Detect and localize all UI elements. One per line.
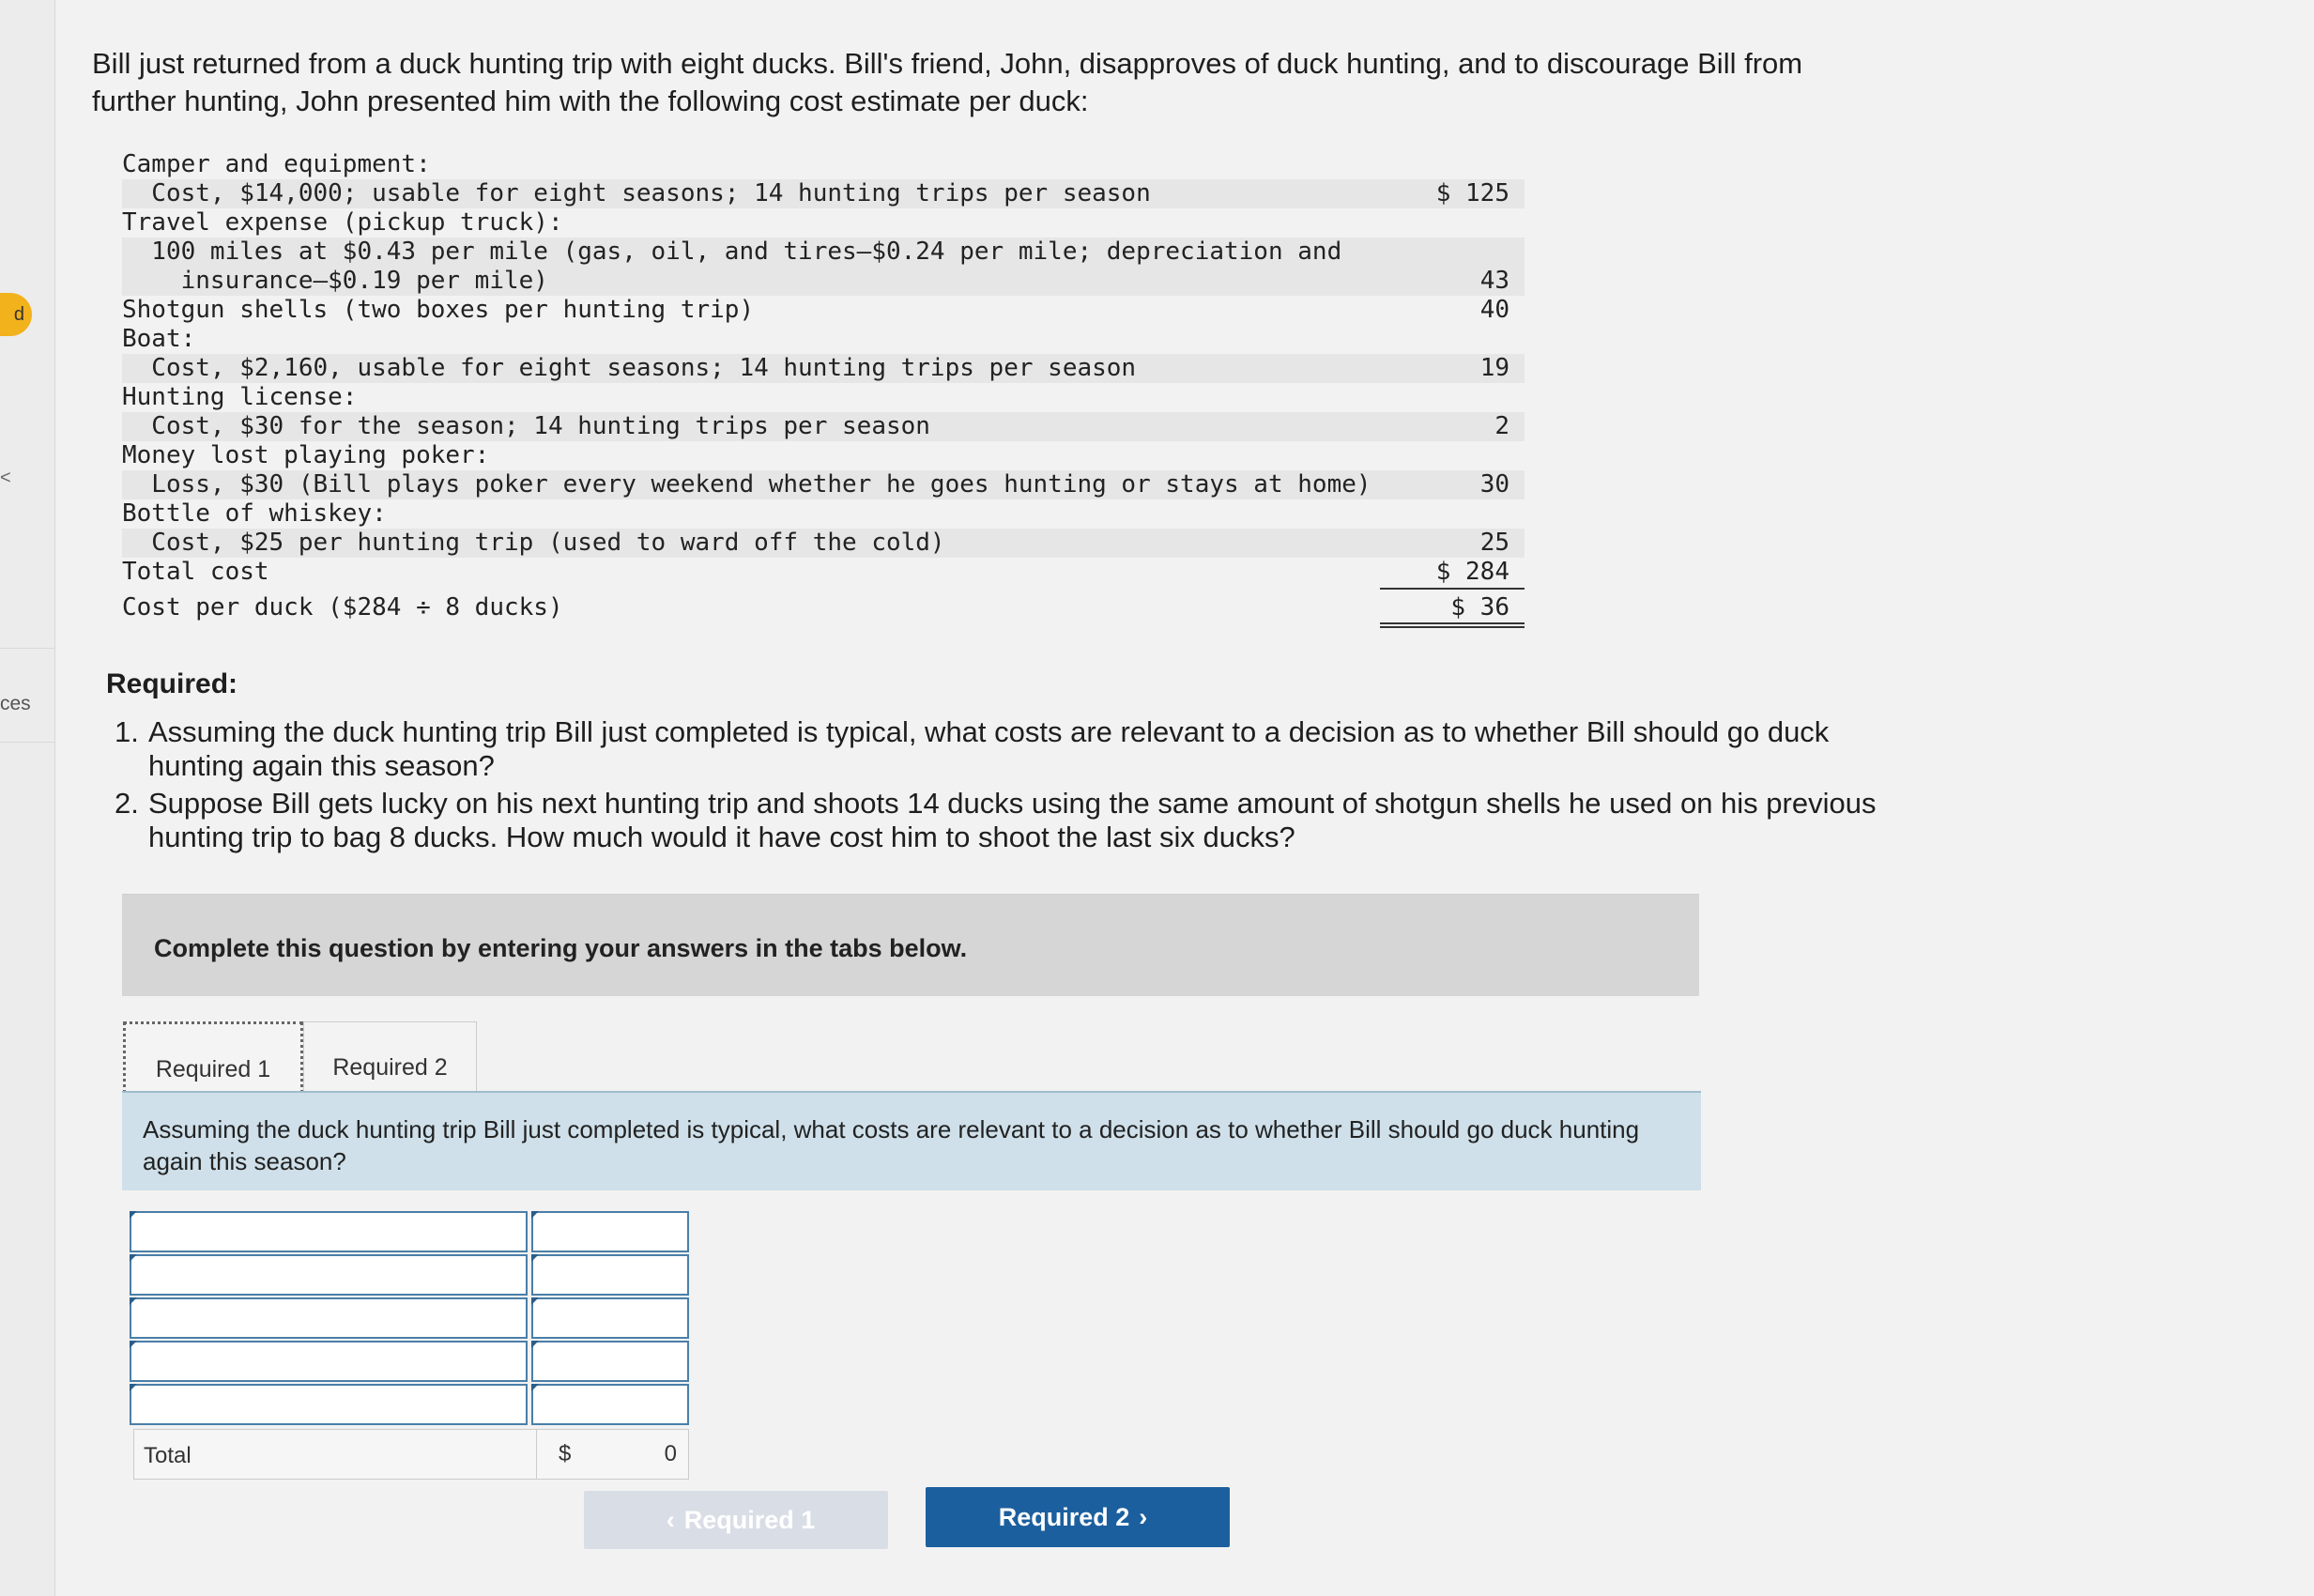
cost-row-label: Hunting license:: [122, 383, 358, 411]
cost-row-amount: $ 284: [1435, 558, 1509, 586]
cost-row-amount: 19: [1479, 354, 1509, 382]
cost-row: [122, 558, 1525, 587]
sidebar-references-label[interactable]: ces: [0, 693, 31, 714]
instructions-banner: [122, 894, 1699, 996]
required-item: [115, 787, 1879, 854]
previous-button[interactable]: [584, 1491, 888, 1549]
amount-input[interactable]: [531, 1341, 689, 1382]
cost-row-label: Cost, $2,160, usable for eight seasons; 14 hunting trips per season: [122, 354, 1137, 382]
cost-row: [122, 150, 1525, 179]
cost-item-dropdown[interactable]: [130, 1211, 528, 1252]
required-item: [115, 715, 1879, 783]
required-item-text: Suppose Bill gets lucky on his next hunting trip and shoots 14 ducks using the same amount of shotgun shells he used on his previous hunting trip to bag 8 ducks. How much would it have cost him to shoot the last six ducks?: [148, 787, 1877, 853]
required-item-number: 2.: [115, 787, 139, 820]
cost-row-label: Boat:: [122, 325, 196, 353]
chevron-right-icon: ›: [1139, 1503, 1148, 1531]
cost-row: [122, 267, 1525, 296]
cost-row-amount: $ 36: [1450, 593, 1509, 622]
cost-row-amount: 2: [1494, 412, 1509, 440]
cost-row-label: Cost, $30 for the season; 14 hunting trips per season: [122, 412, 930, 440]
cost-row-label: Bottle of whiskey:: [122, 499, 387, 528]
cost-row-label: Camper and equipment:: [122, 150, 431, 178]
cost-row: [122, 593, 1525, 622]
next-button-label: Required 2: [998, 1503, 1130, 1531]
cost-row-label: Cost, $14,000; usable for eight seasons; 14 hunting trips per season: [122, 179, 1151, 207]
answer-row: [130, 1341, 689, 1384]
previous-button-label: Required 1: [683, 1506, 816, 1534]
cost-row: [122, 354, 1525, 383]
cost-row-amount: 40: [1479, 296, 1509, 324]
total-divider: [536, 1430, 537, 1479]
cost-row-label: Total cost: [122, 558, 269, 586]
rule-above-total: [1380, 588, 1525, 590]
sidebar-badge[interactable]: d: [0, 293, 32, 336]
cost-row-amount: 30: [1479, 470, 1509, 499]
answer-row: [130, 1211, 689, 1254]
cost-row-amount: 43: [1479, 267, 1509, 295]
cost-row-label: 100 miles at $0.43 per mile (gas, oil, and tires–$0.24 per mile; depreciation and: [122, 238, 1342, 266]
cost-row: [122, 296, 1525, 325]
cost-row-label: Cost per duck ($284 ÷ 8 ducks): [122, 593, 563, 622]
problem-intro: Bill just returned from a duck hunting trip with eight ducks. Bill's friend, John, disapproves of duck hunting, and to discourage Bill from further hunting, John presented him with the following cost estimate per duck:: [92, 47, 1803, 117]
cost-row: [122, 238, 1525, 267]
answer-row: [130, 1297, 689, 1341]
chevron-left-icon: ‹: [666, 1506, 675, 1534]
cost-row-label: Money lost playing poker:: [122, 441, 490, 469]
amount-input[interactable]: [531, 1384, 689, 1425]
left-sidebar: [0, 0, 55, 1596]
cost-row-label: insurance–$0.19 per mile): [122, 267, 548, 295]
total-value: 0: [664, 1441, 677, 1466]
amount-input[interactable]: [531, 1254, 689, 1296]
answer-row: [130, 1254, 689, 1297]
required-list: [115, 715, 1879, 858]
cost-item-dropdown[interactable]: [130, 1254, 528, 1296]
question-panel: [122, 1091, 1701, 1190]
sidebar-divider: [0, 648, 54, 649]
required-heading: Required:: [106, 668, 238, 699]
sidebar-collapse-icon[interactable]: <: [0, 468, 11, 488]
tab-required-1[interactable]: Required 1: [123, 1021, 303, 1112]
amount-input[interactable]: [531, 1211, 689, 1252]
cost-estimate-table: [122, 150, 1530, 638]
total-label: Total: [144, 1443, 192, 1468]
cost-item-dropdown[interactable]: [130, 1297, 528, 1339]
cost-row-label: Loss, $30 (Bill plays poker every weekend whether he goes hunting or stays at home): [122, 470, 1372, 499]
tab-required-2[interactable]: Required 2: [303, 1021, 477, 1112]
cost-row: [122, 179, 1525, 208]
cost-row-amount: $ 125: [1435, 179, 1509, 207]
double-rule-cost-per-duck: [1380, 626, 1525, 628]
cost-row: [122, 208, 1525, 238]
cost-row: [122, 529, 1525, 558]
question-text: Assuming the duck hunting trip Bill just completed is typical, what costs are relevant to a decision as to whether Bill should go duck hunting again this season?: [143, 1115, 1640, 1175]
cost-row: [122, 441, 1525, 470]
cost-item-dropdown[interactable]: [130, 1341, 528, 1382]
cost-row: [122, 383, 1525, 412]
cost-row: [122, 499, 1525, 529]
amount-input[interactable]: [531, 1297, 689, 1339]
total-row: [133, 1429, 689, 1480]
cost-row: [122, 325, 1525, 354]
answer-row: [130, 1384, 689, 1427]
required-item-number: 1.: [115, 715, 139, 748]
cost-row: [122, 412, 1525, 441]
cost-row-label: Cost, $25 per hunting trip (used to ward off the cold): [122, 529, 945, 557]
cost-row-amount: 25: [1479, 529, 1509, 557]
cost-item-dropdown[interactable]: [130, 1384, 528, 1425]
required-item-text: Assuming the duck hunting trip Bill just completed is typical, what costs are relevant to a decision as to whether Bill should go duck hunting again this season?: [148, 715, 1830, 782]
cost-row-label: Shotgun shells (two boxes per hunting trip): [122, 296, 755, 324]
cost-row-label: Travel expense (pickup truck):: [122, 208, 563, 237]
instructions-text: Complete this question by entering your answers in the tabs below.: [154, 934, 968, 962]
next-button[interactable]: [926, 1487, 1230, 1547]
rule-below-cost-per-duck: [1380, 622, 1525, 624]
cost-row: [122, 470, 1525, 499]
total-currency: $: [559, 1441, 572, 1466]
sidebar-divider: [0, 742, 54, 743]
